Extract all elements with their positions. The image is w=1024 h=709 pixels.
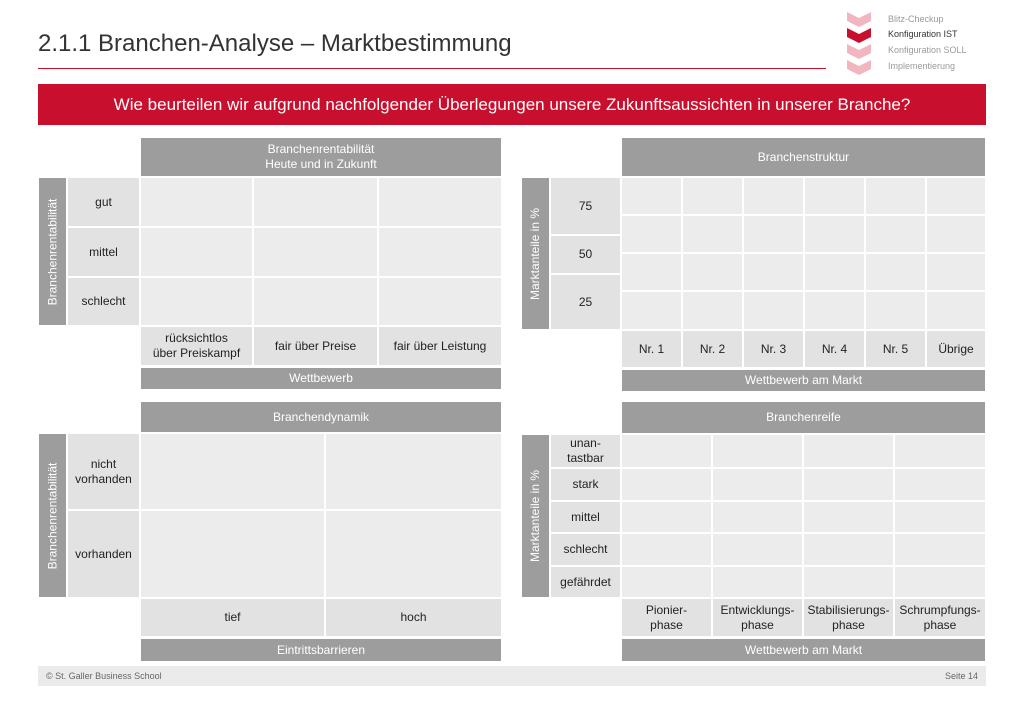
grid-cell[interactable]: [682, 215, 743, 253]
grid-cell[interactable]: [803, 566, 894, 598]
row-label: 75: [550, 177, 621, 235]
grid-cell[interactable]: [894, 566, 986, 598]
question-banner: Wie beurteilen wir aufgrund nachfolgender Überlegungen unsere Zukunftsaussichten in unserer Branche?: [38, 84, 986, 125]
grid-cell[interactable]: [926, 215, 986, 253]
grid-cell[interactable]: [712, 434, 803, 468]
x-axis-label: Eintrittsbarrieren: [140, 638, 502, 662]
grid-cell[interactable]: [140, 177, 253, 227]
column-label: hoch: [325, 598, 502, 637]
grid-cell[interactable]: [253, 227, 378, 277]
y-axis-label: Marktanteile in %: [521, 177, 550, 330]
grid-cell[interactable]: [865, 253, 926, 291]
x-axis-label: Wettbewerb: [140, 367, 502, 390]
grid-cell[interactable]: [325, 433, 502, 510]
grid-cell[interactable]: [804, 253, 865, 291]
grid-cell[interactable]: [865, 291, 926, 330]
row-label: gefährdet: [550, 566, 621, 598]
column-label: Nr. 5: [865, 330, 926, 368]
row-label: schlecht: [67, 277, 140, 326]
grid-cell[interactable]: [804, 291, 865, 330]
grid-cell[interactable]: [140, 227, 253, 277]
nav-item-blitz-checkup[interactable]: Blitz-Checkup: [888, 14, 944, 24]
grid-cell[interactable]: [253, 177, 378, 227]
grid-cell[interactable]: [621, 215, 682, 253]
row-label: stark: [550, 468, 621, 501]
grid-cell[interactable]: [865, 215, 926, 253]
grid-cell[interactable]: [140, 277, 253, 326]
row-label: schlecht: [550, 533, 621, 566]
y-axis-label: Branchenrentabilität: [38, 433, 67, 598]
grid-cell[interactable]: [803, 501, 894, 533]
column-label-line: über Preiskampf: [152, 346, 241, 360]
column-label: [894, 598, 986, 637]
column-label: [712, 598, 803, 637]
grid-cell[interactable]: [743, 253, 804, 291]
footer-page-number: Seite 14: [944, 671, 978, 681]
grid-cell[interactable]: [378, 277, 502, 326]
grid-cell[interactable]: [712, 501, 803, 533]
column-label-line: Stabilisierungs-: [807, 602, 890, 617]
panel-header: Branchendynamik: [140, 401, 502, 433]
grid-cell[interactable]: [804, 215, 865, 253]
grid-cell[interactable]: [682, 291, 743, 330]
row-label-line: unan-: [570, 436, 601, 450]
x-axis-label: Wettbewerb am Markt: [621, 638, 986, 662]
column-label-line: Schrumpfungs-: [899, 602, 981, 617]
grid-cell[interactable]: [621, 434, 712, 468]
panel-header: Branchenstruktur: [621, 137, 986, 177]
grid-cell[interactable]: [621, 501, 712, 533]
grid-cell[interactable]: [682, 177, 743, 215]
grid-cell[interactable]: [621, 177, 682, 215]
chevron-stack-icon: [844, 12, 874, 76]
row-label: mittel: [550, 501, 621, 533]
grid-cell[interactable]: [743, 215, 804, 253]
grid-cell[interactable]: [682, 253, 743, 291]
column-label-line: phase: [650, 617, 683, 632]
header-line: Branchenrentabilität: [267, 142, 375, 156]
nav-item-konfiguration-ist[interactable]: Konfiguration IST: [888, 29, 958, 39]
grid-cell[interactable]: [804, 177, 865, 215]
row-label: 25: [550, 274, 621, 330]
grid-cell[interactable]: [894, 501, 986, 533]
panel-header: [140, 137, 502, 177]
y-axis-label: Branchenrentabilität: [38, 177, 67, 326]
grid-cell[interactable]: [894, 468, 986, 501]
grid-cell[interactable]: [743, 291, 804, 330]
grid-cell[interactable]: [378, 227, 502, 277]
row-label-line: nicht: [90, 456, 117, 471]
grid-cell[interactable]: [378, 177, 502, 227]
column-label-line: Pionier-: [645, 602, 688, 617]
column-label: Nr. 1: [621, 330, 682, 368]
header-line: Heute und in Zukunft: [265, 157, 377, 171]
grid-cell[interactable]: [621, 468, 712, 501]
column-label-line: phase: [923, 617, 957, 632]
grid-cell[interactable]: [325, 510, 502, 598]
row-label: [67, 433, 140, 510]
grid-cell[interactable]: [140, 433, 325, 510]
column-label: Nr. 3: [743, 330, 804, 368]
grid-cell[interactable]: [803, 434, 894, 468]
panel-header: Branchenreife: [621, 401, 986, 434]
row-label: vorhanden: [67, 510, 140, 598]
grid-cell[interactable]: [140, 510, 325, 598]
row-label-line: vorhanden: [75, 471, 132, 486]
grid-cell[interactable]: [621, 566, 712, 598]
grid-cell[interactable]: [712, 533, 803, 566]
page-title: 2.1.1 Branchen-Analyse – Marktbestimmung: [38, 30, 512, 57]
footer-copyright: © St. Galler Business School: [46, 671, 162, 681]
grid-cell[interactable]: [926, 291, 986, 330]
column-label-line: Entwicklungs-: [720, 602, 795, 617]
column-label-line: phase: [741, 617, 774, 632]
row-label-line: tastbar: [567, 451, 604, 465]
column-label: [140, 326, 253, 366]
column-label: Übrige: [926, 330, 986, 368]
footer: [38, 666, 986, 686]
title-divider: [38, 68, 826, 69]
column-label: [621, 598, 712, 637]
column-label: fair über Leistung: [378, 326, 502, 366]
column-label: Nr. 2: [682, 330, 743, 368]
grid-cell[interactable]: [621, 533, 712, 566]
grid-cell[interactable]: [865, 177, 926, 215]
grid-cell[interactable]: [803, 533, 894, 566]
grid-cell[interactable]: [712, 468, 803, 501]
grid-cell[interactable]: [621, 291, 682, 330]
row-label: 50: [550, 235, 621, 274]
grid-cell[interactable]: [803, 468, 894, 501]
grid-cell[interactable]: [712, 566, 803, 598]
y-axis-label: Marktanteile in %: [521, 434, 550, 598]
column-label: fair über Preise: [253, 326, 378, 366]
row-label: gut: [67, 177, 140, 227]
nav-item-konfiguration-soll[interactable]: Konfiguration SOLL: [888, 45, 967, 55]
grid-cell[interactable]: [743, 177, 804, 215]
column-label: [803, 598, 894, 637]
grid-cell[interactable]: [926, 253, 986, 291]
grid-cell[interactable]: [253, 277, 378, 326]
grid-cell[interactable]: [926, 177, 986, 215]
grid-cell[interactable]: [621, 253, 682, 291]
row-label: [550, 434, 621, 468]
column-label-line: phase: [832, 617, 865, 632]
row-label: mittel: [67, 227, 140, 277]
grid-cell[interactable]: [894, 434, 986, 468]
x-axis-label: Wettbewerb am Markt: [621, 369, 986, 392]
column-label: Nr. 4: [804, 330, 865, 368]
column-label: tief: [140, 598, 325, 637]
column-label-line: rücksichtlos: [165, 331, 228, 345]
grid-cell[interactable]: [894, 533, 986, 566]
nav-item-implementierung[interactable]: Implementierung: [888, 61, 956, 71]
